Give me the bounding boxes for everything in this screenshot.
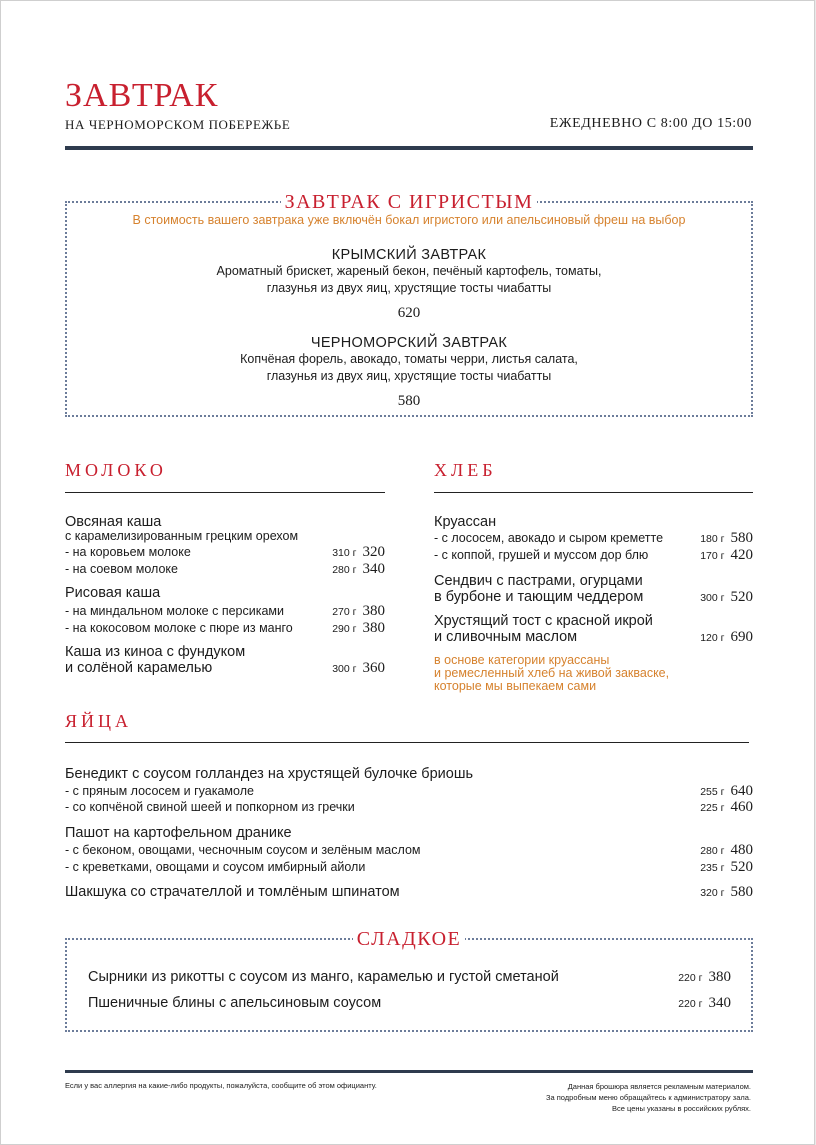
sparkling-section-title: ЗАВТРАК С ИГРИСТЫМ: [281, 191, 538, 213]
sparkling-note: В стоимость вашего завтрака уже включён бокал игристого или апельсиновый фреш на выбор: [132, 213, 686, 227]
menu-item-toast: [434, 613, 753, 629]
menu-item-oat: [65, 514, 385, 530]
eggs-section-title: ЯЙЦА: [65, 711, 133, 731]
option-price: 580: [730, 530, 753, 546]
menu-item-sandwich: [434, 573, 753, 589]
option-name: - на соевом молоке: [65, 562, 178, 576]
allergy-note: Если у вас аллергия на какие-либо продукты, пожалуйста, сообщите об этом официанту.: [65, 1081, 377, 1090]
dish-name: Овсяная каша: [65, 514, 162, 530]
dish-name: Сырники из рикотты с соусом из манго, карамелью и густой сметаной: [88, 969, 559, 985]
dish-name: в бурбоне и тающим чеддером: [434, 589, 644, 605]
dish-weight: 300 г: [332, 663, 357, 675]
legal-note: Данная брошюра является рекламным материалом. За подробным меню обращайтесь к администратору зала. Все цены указаны в российских рублях.: [545, 1082, 751, 1113]
dish-weight: 220 г: [678, 998, 703, 1010]
menu-option: [434, 530, 753, 547]
menu-option: [65, 603, 385, 620]
option-weight: 170 г: [700, 550, 725, 562]
option-name: - с беконом, овощами, чесночным соусом и зелёным маслом: [65, 843, 421, 857]
dish-description: Копчёная форель, авокадо, томаты черри, листья салата,: [240, 352, 578, 366]
dish-price: 380: [708, 969, 731, 985]
bread-section-rule: [434, 492, 753, 493]
dish-description: глазунья из двух яиц, хрустящие тосты чиабатты: [266, 281, 552, 295]
option-name: - со копчёной свиной шеей и попкорном из гречки: [65, 800, 355, 814]
header-rule: [65, 146, 753, 150]
dish-name: Бенедикт с соусом голландез на хрустящей булочке бриошь: [65, 766, 474, 782]
dish-name: и солёной карамелью: [65, 660, 213, 676]
dish-price: 340: [708, 995, 731, 1011]
dish-name: ЧЕРНОМОРСКИЙ ЗАВТРАК: [310, 335, 508, 351]
menu-option: [65, 799, 753, 816]
menu-item-black-sea: [67, 335, 751, 410]
option-price: 380: [362, 620, 385, 636]
option-name: - с креветками, овощами и соусом имбирный айоли: [65, 860, 366, 874]
menu-item-syrniki: [88, 969, 731, 986]
sparkling-breakfast-box: [65, 191, 753, 417]
menu-option: [65, 620, 385, 637]
option-weight: 180 г: [700, 533, 725, 545]
option-price: 380: [362, 603, 385, 619]
menu-item-quinoa: [65, 644, 385, 660]
option-weight: 270 г: [332, 606, 357, 618]
menu-item-crimean: [67, 247, 751, 322]
option-price: 320: [362, 544, 385, 560]
dish-price: 580: [730, 884, 753, 900]
page-subtitle: НА ЧЕРНОМОРСКОМ ПОБЕРЕЖЬЕ: [65, 117, 291, 132]
option-price: 340: [362, 561, 385, 577]
dish-price: 620: [397, 305, 421, 321]
menu-option: [65, 842, 753, 859]
option-name: - на коровьем молоке: [65, 545, 191, 559]
menu-item-rice: [65, 585, 385, 601]
menu-item-benedict: [65, 766, 753, 782]
menu-option: [434, 547, 753, 564]
dish-name: Пашот на картофельном дранике: [65, 825, 292, 841]
opening-hours: ЕЖЕДНЕВНО С 8:00 ДО 15:00: [549, 116, 752, 131]
option-weight: 290 г: [332, 623, 357, 635]
option-weight: 280 г: [700, 845, 725, 857]
eggs-section-rule: [65, 742, 749, 743]
dish-weight: 220 г: [678, 972, 703, 984]
option-weight: 225 г: [700, 802, 725, 814]
menu-option: [65, 544, 385, 561]
dish-name: Пшеничные блины с апельсиновым соусом: [88, 995, 382, 1011]
sweet-section-title: СЛАДКОЕ: [353, 928, 466, 950]
option-name: - на кокосовом молоке с пюре из манго: [65, 621, 293, 635]
option-price: 480: [730, 842, 753, 858]
dish-price: 520: [730, 589, 753, 605]
dish-weight: 120 г: [700, 632, 725, 644]
milk-section-rule: [65, 492, 385, 493]
dish-weight: 320 г: [700, 887, 725, 899]
dish-price: 690: [730, 629, 753, 645]
menu-item-poached: [65, 825, 753, 841]
option-name: - с лососем, авокадо и сыром креметте: [434, 531, 664, 545]
option-name: - с коппой, грушей и муссом дор блю: [434, 548, 649, 562]
dish-name: Каша из киноа с фундуком: [65, 644, 246, 660]
dish-description: Ароматный брискет, жареный бекон, печёный картофель, томаты,: [216, 264, 602, 278]
dish-price: 580: [397, 393, 421, 409]
option-price: 520: [730, 859, 753, 875]
menu-item-shakshuka: [65, 884, 753, 901]
dish-name: и сливочным маслом: [434, 629, 578, 645]
page-title: ЗАВТРАК: [65, 77, 219, 114]
option-price: 420: [730, 547, 753, 563]
option-weight: 310 г: [332, 547, 357, 559]
dish-name: Рисовая каша: [65, 585, 161, 601]
menu-item-croissant: [434, 514, 753, 530]
menu-option: [65, 859, 753, 876]
dish-description: глазунья из двух яиц, хрустящие тосты чиабатты: [266, 369, 552, 383]
dish-name: Круассан: [434, 514, 497, 530]
dish-name: Хрустящий тост с красной икрой: [434, 613, 653, 629]
menu-item-pancakes: [88, 995, 731, 1012]
dish-name: Шакшука со страчателлой и томлёным шпинатом: [65, 884, 400, 900]
menu-option: [65, 783, 753, 800]
option-weight: 280 г: [332, 564, 357, 576]
dish-weight: 300 г: [700, 592, 725, 604]
option-weight: 235 г: [700, 862, 725, 874]
option-name: - на миндальном молоке с персиками: [65, 604, 285, 618]
menu-option: [65, 561, 385, 578]
milk-section-title: МОЛОКО: [65, 460, 167, 480]
bread-section-title: ХЛЕБ: [434, 460, 497, 480]
footer-rule: [65, 1070, 753, 1073]
sweet-box: [65, 928, 753, 1032]
option-price: 640: [730, 783, 753, 799]
dish-name: Сендвич с пастрами, огурцами: [434, 573, 643, 589]
option-price: 460: [730, 799, 753, 815]
option-weight: 255 г: [700, 786, 725, 798]
dish-description: с карамелизированным грецким орехом: [65, 529, 299, 543]
option-name: - с пряным лососем и гуакамоле: [65, 784, 254, 798]
bread-note: в основе категории круассаны и ремесленный хлеб на живой закваске, которые мы выпекаем сами: [434, 653, 670, 693]
dish-price: 360: [362, 660, 385, 676]
dish-name: КРЫМСКИЙ ЗАВТРАК: [331, 247, 487, 263]
